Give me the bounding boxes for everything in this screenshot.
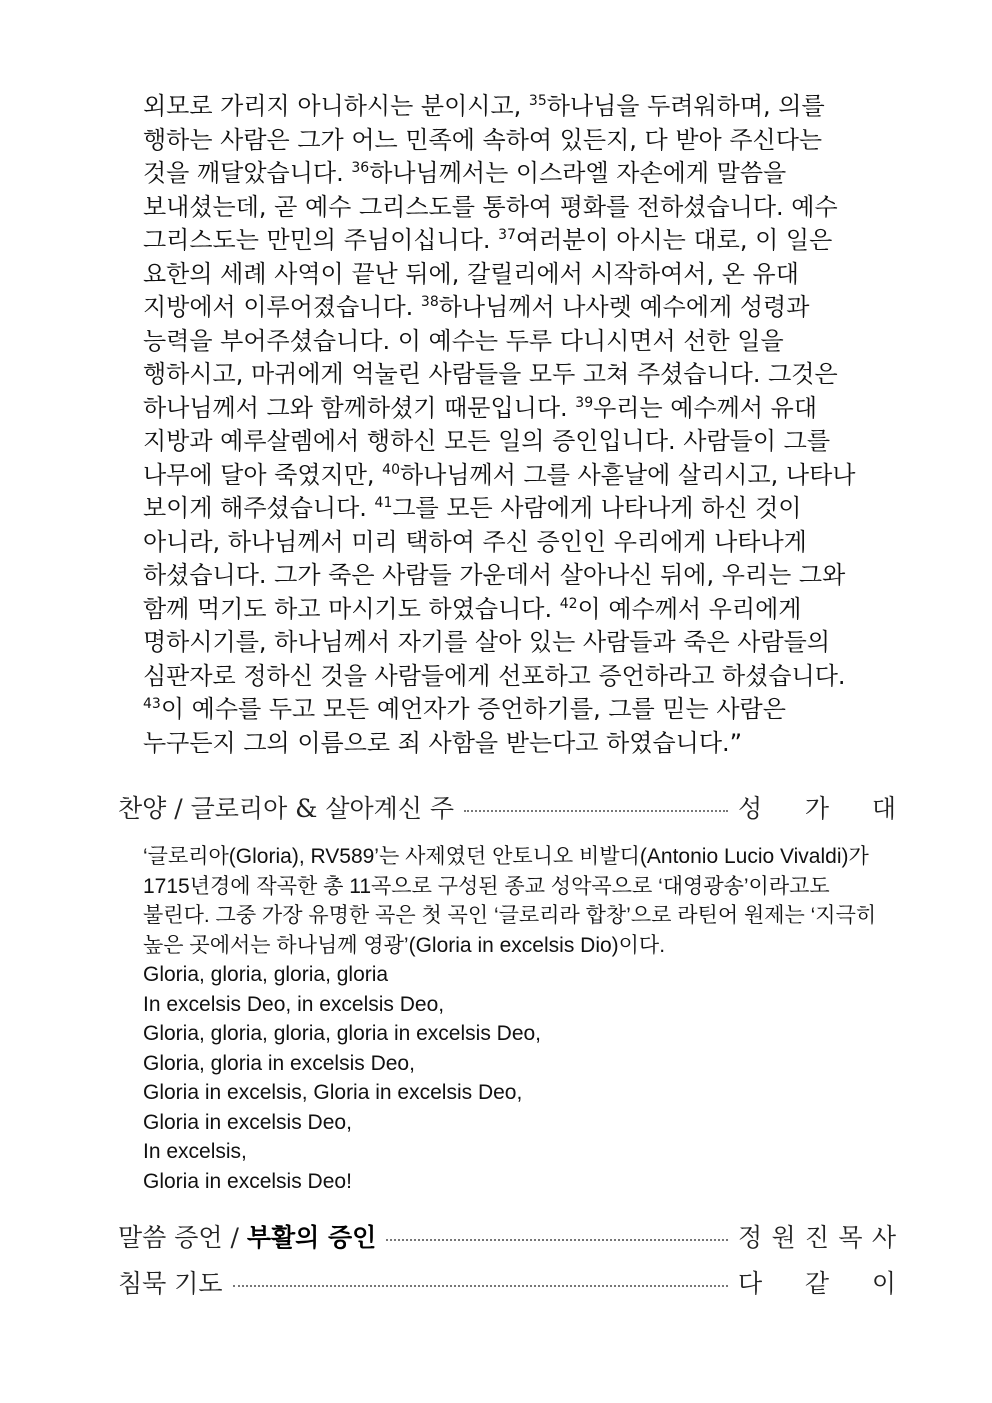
note-line: Gloria in excelsis, Gloria in excelsis Deo,	[143, 1081, 523, 1104]
scripture-line	[143, 191, 883, 225]
scripture-line	[143, 526, 883, 560]
scripture-line	[143, 559, 883, 593]
leader-dots	[386, 1239, 728, 1241]
leader-dots	[233, 1285, 728, 1287]
note-line: Gloria in excelsis Deo,	[143, 1110, 352, 1134]
scripture-line	[143, 593, 883, 627]
person-char: 정	[738, 1223, 763, 1252]
leader-dots	[464, 810, 728, 812]
scripture-line	[143, 157, 883, 191]
scripture-text: 하나님께서 그를 사흗날에 살리시고, 나타나	[400, 460, 856, 489]
scripture-line	[143, 693, 883, 727]
scripture-text: 행하시고, 마귀에게 억눌린 사람들을 모두 고쳐 주셨습니다. 그것은	[143, 360, 838, 388]
scripture-text: 명하시기를, 하나님께서 자기를 살아 있는 사람들과 죽은 사람들의	[143, 628, 830, 656]
scripture-text: 누구든지 그의 이름으로 죄 사함을 받는다고 하였습니다.”	[143, 728, 743, 757]
scripture-line	[143, 90, 883, 124]
scripture-text: 행하는 사람은 그가 어느 민족에 속하여 있든지, 다 받아 주신다는	[143, 125, 823, 154]
person-char: 진	[804, 1223, 830, 1252]
scripture-text: 하나님께서 그와 함께하셨기 때문입니다.	[143, 393, 576, 422]
note-line: Gloria, gloria, gloria, gloria in excelsis Deo,	[143, 1022, 542, 1045]
order-prefix-sermon: 말씀 증언 /	[118, 1223, 247, 1252]
note-line: In excelsis Deo, in excelsis Deo,	[143, 992, 445, 1016]
scripture-passage	[143, 90, 883, 760]
scripture-text: 이 예수를 두고 모든 예언자가 증언하기를, 그를 믿는 사람은	[160, 695, 786, 723]
scripture-text: 우리는 예수께서 유대	[593, 393, 818, 422]
order-person-hymn	[738, 789, 896, 825]
sermon-title: 부활의 증인	[246, 1223, 377, 1252]
verse-number: 40	[382, 461, 400, 478]
verse-number: 39	[575, 394, 594, 411]
scripture-line	[143, 325, 883, 359]
scripture-text: 지방에서 이루어졌습니다.	[143, 293, 421, 321]
scripture-line	[143, 626, 883, 660]
note-line: 1715년경에 작곡한 총 11곡으로 구성된 종교 성악곡으로 ‘대영광송’이라고도	[143, 874, 830, 898]
note-line: 불린다. 그중 가장 유명한 곡은 첫 곡인 ‘글로리라 합창’으로 라틴어 원제는 ‘지극히	[143, 904, 877, 927]
order-row-hymn	[118, 787, 896, 827]
scripture-text: 보이게 해주셨습니다.	[143, 494, 375, 522]
scripture-text: 그를 모든 사람에게 나타나게 하신 것이	[392, 494, 802, 522]
verse-number: 43	[143, 696, 161, 712]
scripture-text: 지방과 예루살렘에서 행하신 모든 일의 증인입니다. 사람들이 그를	[143, 427, 830, 455]
person-char: 사	[871, 1223, 896, 1252]
scripture-line	[143, 660, 883, 694]
scripture-text: 능력을 부어주셨습니다. 이 예수는 두루 다니시면서 선한 일을	[143, 326, 784, 355]
person-char: 성	[738, 794, 763, 823]
scripture-text: 하셨습니다. 그가 죽은 사람들 가운데서 살아나신 뒤에, 우리는 그와	[143, 561, 846, 589]
verse-number: 35	[528, 93, 547, 109]
verse-number: 38	[420, 294, 439, 310]
scripture-text: 심판자로 정하신 것을 사람들에게 선포하고 증언하라고 하셨습니다.	[143, 661, 846, 690]
scripture-text: 함께 먹기도 하고 마시기도 하였습니다.	[143, 594, 560, 623]
scripture-line	[143, 727, 883, 761]
order-person-prayer	[738, 1264, 896, 1300]
order-row-prayer	[118, 1262, 896, 1302]
scripture-text: 아니라, 하나님께서 미리 택하여 주신 증인인 우리에게 나타나게	[143, 527, 807, 556]
note-line: Gloria, gloria in excelsis Deo,	[143, 1051, 415, 1075]
note-line: Gloria in excelsis Deo!	[143, 1169, 352, 1193]
scripture-line	[143, 459, 883, 493]
scripture-text: 요한의 세례 사역이 끝난 뒤에, 갈릴리에서 시작하여서, 온 유대	[143, 259, 799, 288]
scripture-line	[143, 258, 883, 292]
verse-number: 36	[351, 160, 370, 176]
scripture-text: 보내셨는데, 곧 예수 그리스도를 통하여 평화를 전하셨습니다. 예수	[143, 192, 838, 221]
person-char: 다	[738, 1269, 763, 1298]
scripture-text: 하나님께서는 이스라엘 자손에게 말씀을	[369, 159, 787, 187]
scripture-line	[143, 224, 883, 258]
order-title-sermon	[118, 1218, 376, 1254]
scripture-text: 나무에 달아 죽였지만,	[143, 460, 383, 489]
person-char: 대	[871, 794, 896, 823]
order-title-hymn: 찬양 / 글로리아 & 살아계신 주	[118, 794, 455, 823]
note-line: Gloria, gloria, gloria, gloria	[143, 963, 389, 986]
person-char: 가	[804, 794, 830, 823]
scripture-line	[143, 492, 883, 526]
person-char: 목	[838, 1223, 863, 1252]
hymn-note	[143, 842, 888, 1196]
verse-number: 41	[374, 495, 393, 511]
scripture-line	[143, 425, 883, 459]
note-line: ‘글로리아(Gloria), RV589’는 사제였던 안토니오 비발디(Antonio Lucio Vivaldi)가	[143, 845, 869, 868]
person-char: 원	[771, 1223, 796, 1252]
scripture-line	[143, 291, 883, 325]
verse-number: 42	[559, 595, 578, 612]
note-line: 높은 곳에서는 하나님께 영광’(Gloria in excelsis Dio)이다.	[143, 933, 666, 957]
verse-number: 37	[498, 227, 516, 243]
order-title-prayer: 침묵 기도	[118, 1269, 223, 1298]
scripture-text: 하나님을 두려워하며, 의를	[546, 92, 825, 120]
person-char: 같	[804, 1269, 830, 1298]
scripture-text: 것을 깨달았습니다.	[143, 159, 352, 187]
scripture-line	[143, 392, 883, 426]
scripture-text: 하나님께서 나사렛 예수에게 성령과	[438, 293, 810, 321]
scripture-text: 여러분이 아시는 대로, 이 일은	[515, 226, 833, 254]
scripture-text: 그리스도는 만민의 주님이십니다.	[143, 226, 499, 254]
scripture-line	[143, 124, 883, 158]
person-char: 이	[871, 1269, 896, 1298]
note-line: In excelsis,	[143, 1140, 247, 1163]
order-row-sermon	[118, 1216, 896, 1256]
scripture-text: 외모로 가리지 아니하시는 분이시고,	[143, 92, 529, 120]
scripture-line	[143, 358, 883, 392]
scripture-text: 이 예수께서 우리에게	[577, 594, 802, 623]
order-person-sermon	[738, 1218, 896, 1254]
